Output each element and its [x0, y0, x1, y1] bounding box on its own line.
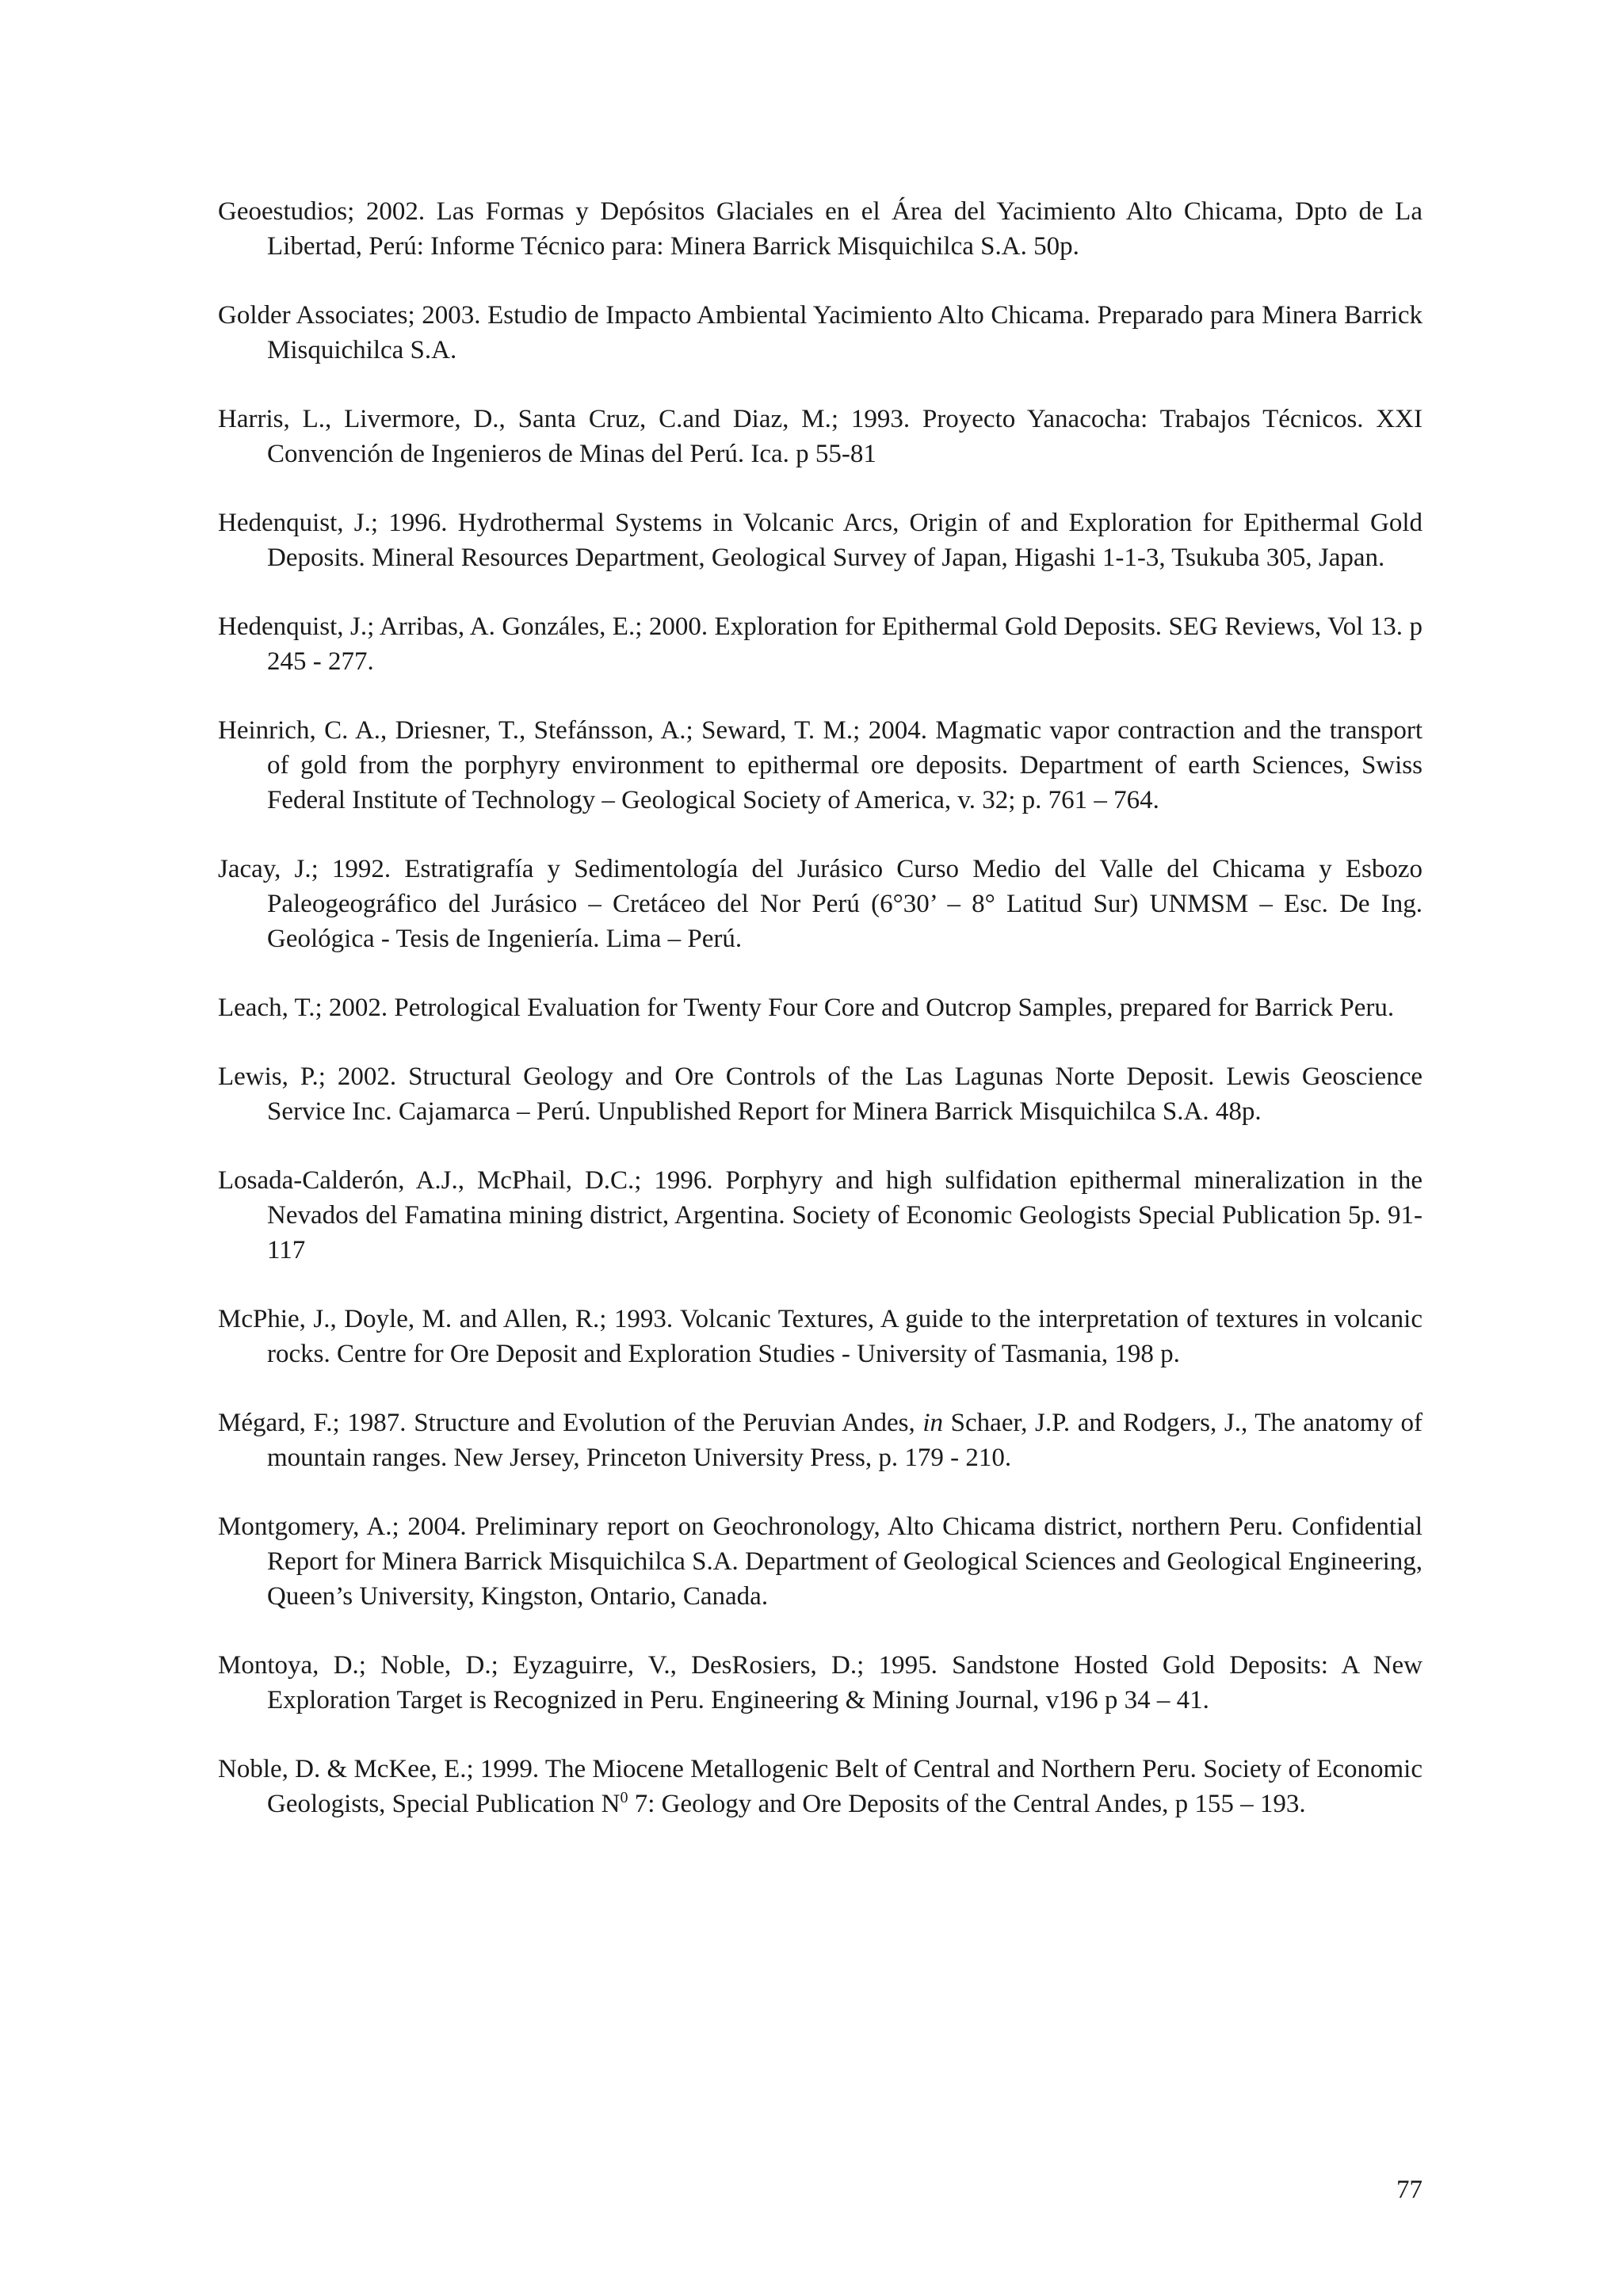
reference-entry: Leach, T.; 2002. Petrological Evaluation for Twenty Four Core and Outcrop Samples, prepared for Barrick Peru.: [218, 994, 1395, 1022]
reference-entry: McPhie, J., Doyle, M. and Allen, R.; 1993. Volcanic Textures, A guide to the interpretation of textures in volcanic rocks. Centre for Ore Deposit and Exploration Studies - University of Tasmania, 198 p.: [218, 1305, 1423, 1368]
reference-entry: Montoya, D.; Noble, D.; Eyzaguirre, V., DesRosiers, D.; 1995. Sandstone Hosted Gold Deposits: A New Exploration Target is Recognized in Peru. Engineering & Mining Journal, v196 p 34 – 41.: [218, 1651, 1423, 1714]
reference-entry: Losada-Calderón, A.J., McPhail, D.C.; 1996. Porphyry and high sulfidation epithermal mineralization in the Nevados del Famatina mining district, Argentina. Society of Economic Geologists Special Publication 5p. 91-117: [218, 1166, 1423, 1264]
reference-entry: Jacay, J.; 1992. Estratigrafía y Sedimentología del Jurásico Curso Medio del Valle del Chicama y Esbozo Paleogeográfico del Jurásico – Cretáceo del Nor Perú (6°30’ – 8° Latitud Sur) UNMSM – Esc. De Ing. Geológica - Tesis de Ingeniería. Lima – Perú.: [218, 855, 1423, 953]
reference-list: [218, 194, 1423, 1855]
superscript-text: 0: [620, 1789, 628, 1806]
reference-entry: Harris, L., Livermore, D., Santa Cruz, C.and Diaz, M.; 1993. Proyecto Yanacocha: Trabajos Técnicos. XXI Convención de Ingenieros de Minas del Perú. Ica. p 55-81: [218, 405, 1423, 468]
reference-entry: Hedenquist, J.; 1996. Hydrothermal Systems in Volcanic Arcs, Origin of and Exploration for Epithermal Gold Deposits. Mineral Resources Department, Geological Survey of Japan, Higashi 1-1-3, Tsukuba 305, Japan.: [218, 509, 1423, 572]
reference-entry: [218, 1405, 1423, 1475]
reference-text: 7: Geology and Ore Deposits of the Central Andes, p 155 – 193.: [628, 1790, 1306, 1818]
reference-entry: [218, 1752, 1423, 1821]
reference-text: Schaer, J.P. and Rodgers, J., The anatomy of mountain ranges. New Jersey, Princeton University Press, p. 179 - 210.: [267, 1409, 1423, 1472]
reference-text: Mégard, F.; 1987. Structure and Evolution of the Peruvian Andes,: [218, 1409, 923, 1437]
reference-italic-text: in: [922, 1409, 944, 1437]
page-number: 77: [1396, 2176, 1423, 2204]
reference-entry: Lewis, P.; 2002. Structural Geology and Ore Controls of the Las Lagunas Norte Deposit. Lewis Geoscience Service Inc. Cajamarca – Perú. Unpublished Report for Minera Barrick Misquichilca S.A. 48p.: [218, 1062, 1423, 1126]
reference-text: Noble, D. & McKee, E.; 1999. The Miocene Metallogenic Belt of Central and Northern Peru. Society of Economic Geologists, Special Publication N: [218, 1755, 1423, 1818]
reference-entry: Golder Associates; 2003. Estudio de Impacto Ambiental Yacimiento Alto Chicama. Preparado para Minera Barrick Misquichilca S.A.: [218, 301, 1423, 364]
reference-entry: Montgomery, A.; 2004. Preliminary report on Geochronology, Alto Chicama district, northern Peru. Confidential Report for Minera Barrick Misquichilca S.A. Department of Geological Sciences and Geological Engineering, Queen’s University, Kingston, Ontario, Canada.: [218, 1512, 1423, 1611]
reference-entry: Geoestudios; 2002. Las Formas y Depósitos Glaciales en el Área del Yacimiento Alto Chicama, Dpto de La Libertad, Perú: Informe Técnico para: Minera Barrick Misquichilca S.A. 50p.: [218, 197, 1423, 261]
reference-entry: Heinrich, C. A., Driesner, T., Stefánsson, A.; Seward, T. M.; 2004. Magmatic vapor contraction and the transport of gold from the porphyry environment to epithermal ore deposits. Department of earth Sciences, Swiss Federal Institute of Technology – Geological Society of America, v. 32; p. 761 – 764.: [218, 716, 1423, 814]
reference-entry: Hedenquist, J.; Arribas, A. Gonzáles, E.; 2000. Exploration for Epithermal Gold Deposits. SEG Reviews, Vol 13. p 245 - 277.: [218, 612, 1423, 676]
